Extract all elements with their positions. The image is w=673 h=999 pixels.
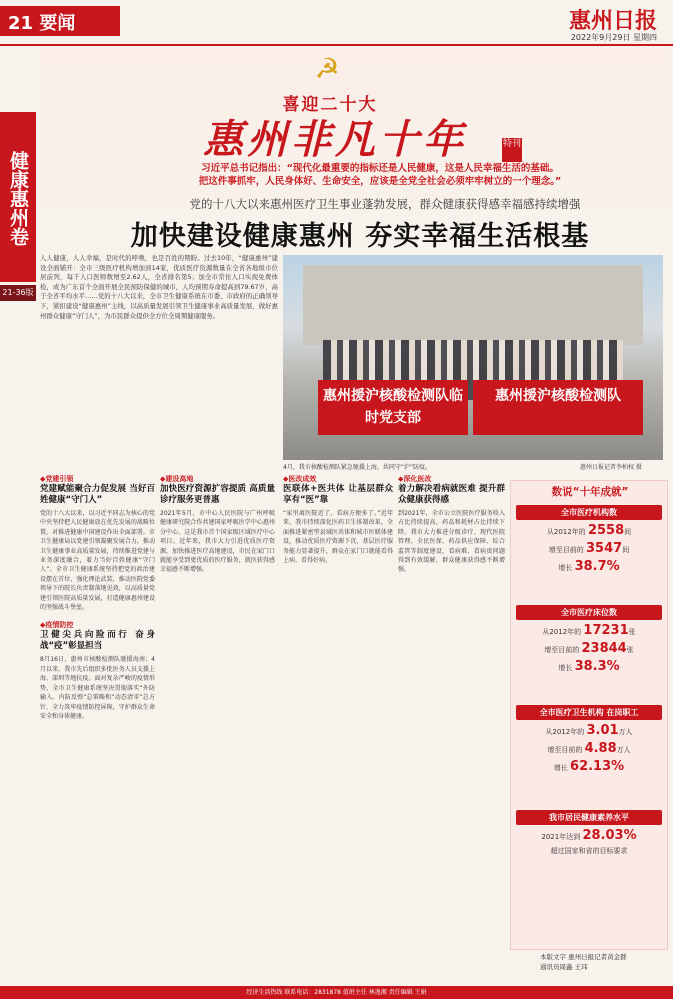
stat-block xyxy=(516,605,662,674)
stat-unit: 万人 xyxy=(618,728,633,736)
stat-prefix: 从2012年的 xyxy=(546,528,586,536)
xi-quote xyxy=(110,162,650,188)
stat-block xyxy=(516,505,662,574)
stat-head: 全市医疗机构数 xyxy=(516,505,662,520)
lead-paragraph: 人人健康，人人幸福，是时代的呼唤，也是百姓的期盼。过去10年，“健康惠州”建设全面铺开：全市三级医疗机构增加到14家，优质医疗资源数量在全省各地级市位居前列，每千人口医师数增至2.62人，全省排名第5；加全市常住人口实现免费体检，成为广东首个全面开展全民预防保健的城市，人均预期寿命提高到79.67岁，高于全省平均水平……党的十八大以来，全市卫生健康系统在市委、市政府的正确领导下，紧扣建设“健康惠州”主线，以高质量发展引领卫生健康事业高质量发展，做好惠州群众健康“守门人”，为市民群众提供全方位全周期健康服务。 xyxy=(40,254,278,320)
stat-head: 全市医疗床位数 xyxy=(516,605,662,620)
credit-line-2: 通讯员周鑫 王玮 xyxy=(540,963,588,971)
article-title: 医联体+医共体 让基层群众享有“医”靠 xyxy=(283,484,393,505)
stat-unit: 间 xyxy=(624,528,632,536)
credit-line-1: 本版文字 惠州日报记者黄金群 xyxy=(540,953,627,961)
article-kicker: ◆深化医改 xyxy=(398,475,432,483)
banner-title: 惠州非凡十年 xyxy=(203,116,467,163)
article-body: 到2021年，全市公立医院医疗服务收入占比持续提高，药品和耗材占比持续下降。我市大力推进分级诊疗、现代医院管理、全民医保、药品供应保障、综合监管等制度建设，看病难、看病贵问题得到有效缓解，群众健康获得感不断增强。 xyxy=(398,510,505,574)
stat-value: 2558 xyxy=(587,523,625,538)
section-title-text: 健康惠州卷 xyxy=(7,150,29,246)
photo-building xyxy=(303,265,643,345)
article-kicker: ◆建设高地 xyxy=(160,475,194,483)
page-credits xyxy=(540,952,670,972)
stat-value: 62.13% xyxy=(570,759,625,774)
article-kicker: ◆医改成效 xyxy=(283,475,317,483)
quote-line-2: 把这件事抓牢，人民身体好、生命安全，应该是全党全社会必须牢牢树立的一个理念。” xyxy=(198,176,562,187)
article-body: 2021年5月，市中心人民医院与广州呼吸健康研究院合作共建国家呼吸医学中心惠州分中心，这是我市首个国家级区域医疗中心项目。近年来，我市大力引进优质医疗资源，加快推进医疗高地建设，市民在家门口就能享受到更优质的医疗服务，就医获得感幸福感不断增强。 xyxy=(160,510,275,574)
article-kicker: ◆疫情防控 xyxy=(40,621,74,630)
article-title: 卫健尖兵向险而行 奋身战“疫”彰显担当 xyxy=(40,630,155,652)
article-title: 党建赋能聚合力促发展 当好百姓健康“守门人” xyxy=(40,484,155,505)
stat-value: 3.01 xyxy=(586,723,619,738)
article-body: 8月16日，惠州市核酸检测队驰援海南；4月以来，我市先后组织多批医务人员支援上海、深圳等地抗疫。面对复杂严峻的疫情形势，全市卫生健康系统坚决贯彻落实“外防输入、内防反弹”总策略和“动态清零”总方针，全力筑牢疫情防控屏障，守护群众生命安全和身体健康。 xyxy=(40,656,155,720)
header-rule xyxy=(0,44,673,46)
dateline: 2022年9月29日 星期四 xyxy=(570,33,657,42)
stat-unit: 万人 xyxy=(616,746,631,754)
column-2 xyxy=(160,474,275,974)
stat-head: 全市医疗卫生机构 在岗职工 xyxy=(516,705,662,720)
stat-prefix: 超过国家和省的目标要求 xyxy=(550,847,628,855)
article-kicker: ◆党建引领 xyxy=(40,475,74,483)
photo-caption: 4月，我市核酸检测队紧急驰援上海，共同守“沪”防疫。 xyxy=(283,464,432,471)
stat-prefix: 从2012年的 xyxy=(545,728,585,736)
stat-value: 28.03% xyxy=(582,828,637,843)
stat-unit: 间 xyxy=(622,546,630,554)
stat-prefix: 2021年达到 xyxy=(541,833,581,841)
stat-value: 4.88 xyxy=(584,741,617,756)
stat-unit: 张 xyxy=(628,628,636,636)
subheadline: 党的十八大以来惠州医疗卫生事业蓬勃发展，群众健康获得感幸福感持续增强 xyxy=(189,197,581,211)
masthead-logo: 惠州日报 xyxy=(568,8,657,34)
banner-special-tag: 特刊 xyxy=(502,138,522,162)
photo-credit: 惠州日报记者李柏权 摄 xyxy=(580,464,642,471)
photo-flag-left: 惠州援沪核酸检测队临时党支部 xyxy=(318,380,468,435)
main-headline: 加快建设健康惠州 夯实幸福生活根基 xyxy=(130,221,590,252)
stat-value: 3547 xyxy=(586,541,623,556)
data-panel-title: 数说“十年成就” xyxy=(551,486,629,498)
stat-value: 38.3% xyxy=(574,659,620,674)
page-number-badge xyxy=(0,6,120,36)
quote-line-1: 习近平总书记指出：“现代化最重要的指标还是人民健康，这是人民幸福生活的基础。 xyxy=(201,163,559,174)
stat-value: 38.7% xyxy=(574,559,620,574)
stat-prefix: 增至目前的 xyxy=(548,546,584,554)
column-4 xyxy=(398,474,505,974)
party-emblem-icon: ☭ xyxy=(314,52,340,85)
stat-block xyxy=(516,705,662,774)
stat-head: 我市居民健康素养水平 xyxy=(516,810,662,825)
section-title-vertical xyxy=(0,112,36,282)
stat-prefix: 增至目前的 xyxy=(547,746,583,754)
photo-flag-right: 惠州援沪核酸检测队 xyxy=(473,380,643,435)
article-body: 党的十八大以来，以习近平同志为核心的党中央坚持把人民健康放在优先发展的战略位置，对推进健康中国建设作出全面部署。市卫生健康局以党建引领凝聚发展合力，推动卫生健康事业高质量发展，持续推进党建与业务深度融合，着力当好百姓健康“守门人”。全市卫生健康系统坚持把党的政治建设摆在首位，强化理论武装，推动医院党委领导下的院长负责制落地见效，以高质量党建引领医院高质量发展，打造健康惠州建设的坚强战斗堡垒。 xyxy=(40,510,155,612)
stat-unit: 张 xyxy=(626,646,634,654)
stat-block xyxy=(516,810,662,856)
stat-prefix: 增长 xyxy=(553,764,568,772)
column-3 xyxy=(283,474,393,974)
stat-value: 23844 xyxy=(581,641,627,656)
section-pages: 21-36版 xyxy=(0,285,36,301)
article-title: 着力解决看病就医难 提升群众健康获得感 xyxy=(398,484,505,505)
page-number: 21 xyxy=(8,13,34,34)
stat-value: 17231 xyxy=(583,623,629,638)
team-photo xyxy=(283,255,663,460)
stat-prefix: 增长 xyxy=(558,664,573,672)
article-title: 加快医疗资源扩容提质 高质量诊疗服务更普惠 xyxy=(160,484,275,505)
page-section: 要闻 xyxy=(39,13,76,34)
banner-kicker: 喜迎二十大 xyxy=(282,95,378,115)
stat-prefix: 增至目前的 xyxy=(544,646,580,654)
article-body: “家里离医院近了，看病方便多了。”近年来，我市持续深化医药卫生体制改革，全面推进紧密型县域医共体和城市医联体建设，推动优质医疗资源下沉，基层医疗服务能力显著提升，群众在家门口就能看得上病、看得好病。 xyxy=(283,510,393,565)
stat-prefix: 增长 xyxy=(558,564,573,572)
page-footer: 经济生活热线 联系电话：2831878 值班主任 林逸湘 责任编辑 王娟 xyxy=(0,986,673,999)
column-1 xyxy=(40,474,155,974)
stat-prefix: 从2012年的 xyxy=(542,628,582,636)
